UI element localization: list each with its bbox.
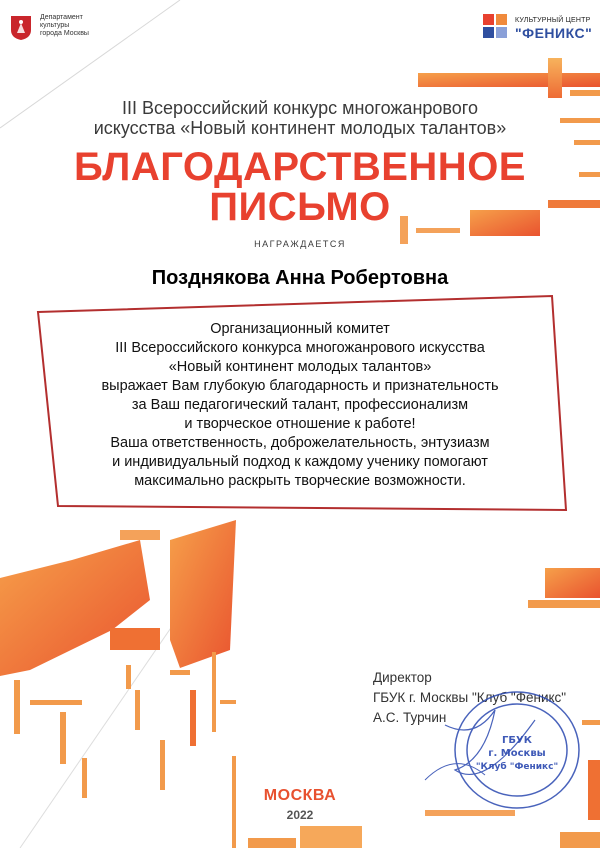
department-line: культуры: [40, 22, 70, 29]
body-line: Ваша ответственность, доброжелательность, энтузиазм: [110, 435, 490, 451]
orange-bar: [110, 628, 160, 650]
orange-bar: [528, 600, 600, 608]
orange-bar: [14, 680, 20, 734]
body-line: Организационный комитет: [210, 321, 390, 337]
orange-block: [170, 520, 236, 668]
department-line: города Москвы: [40, 30, 89, 37]
department-line: Департамент: [40, 14, 83, 21]
orange-bar: [135, 690, 140, 730]
document-title: БЛАГОДАРСТВЕННОЕ: [74, 145, 526, 189]
department-name: [40, 14, 130, 38]
moscow-coat-of-arms-icon: [10, 15, 32, 41]
signature-org: ГБУК г. Москвы "Клуб "Феникс": [373, 690, 567, 705]
orange-bar: [418, 73, 600, 87]
orange-bar: [545, 568, 600, 598]
orange-bar: [220, 700, 236, 704]
orange-bar: [548, 58, 562, 98]
orange-bar: [560, 832, 600, 848]
stamp-text: ГБУК: [502, 735, 532, 746]
gratitude-text: [56, 320, 544, 491]
orange-bar: [570, 90, 600, 96]
document-title: ПИСЬМО: [209, 185, 391, 229]
orange-bar: [126, 665, 131, 689]
culture-center-label: КУЛЬТУРНЫЙ ЦЕНТР: [515, 17, 591, 24]
orange-bar: [60, 712, 66, 764]
orange-bar: [300, 826, 362, 848]
orange-bar: [212, 652, 216, 732]
body-line: выражает Вам глубокую благодарность и признательность: [101, 378, 499, 394]
body-line: максимально раскрыть творческие возможности.: [134, 473, 466, 489]
signature-name: А.С. Турчин: [373, 710, 447, 725]
orange-bar: [574, 140, 600, 145]
recipient-name: Позднякова Анна Робертовна: [151, 267, 449, 289]
orange-bar: [190, 690, 196, 746]
city-label: МОСКВА: [263, 787, 337, 804]
orange-bar: [560, 118, 600, 123]
culture-center-name: "ФЕНИКС": [515, 25, 593, 41]
orange-bar: [170, 670, 190, 675]
body-line: III Всероссийского конкурса многожанрового искусства: [115, 340, 485, 356]
awarded-label: НАГРАЖДАЕТСЯ: [254, 239, 346, 249]
orange-bar: [120, 530, 160, 540]
stamp-text: г. Москвы: [488, 748, 546, 759]
orange-bar: [416, 228, 460, 233]
contest-title-line: искусства «Новый континент молодых талантов»: [93, 118, 507, 138]
fenix-logo-icon: [483, 14, 507, 38]
signature-title: Директор: [373, 670, 432, 685]
body-line: «Новый континент молодых талантов»: [168, 359, 432, 375]
body-line: и индивидуальный подход к каждому ученику помогают: [112, 454, 488, 470]
contest-title-line: III Всероссийский конкурс многожанрового: [122, 98, 478, 118]
body-line: за Ваш педагогический талант, профессионализм: [131, 397, 469, 413]
stamp-text: "Клуб "Феникс": [475, 762, 559, 772]
orange-block: [0, 540, 150, 676]
contest-title: [40, 98, 560, 138]
body-line: и творческое отношение к работе!: [184, 416, 416, 432]
orange-bar: [160, 740, 165, 790]
orange-bar: [30, 700, 82, 705]
orange-bar: [248, 838, 296, 848]
year-label: 2022: [286, 808, 314, 822]
